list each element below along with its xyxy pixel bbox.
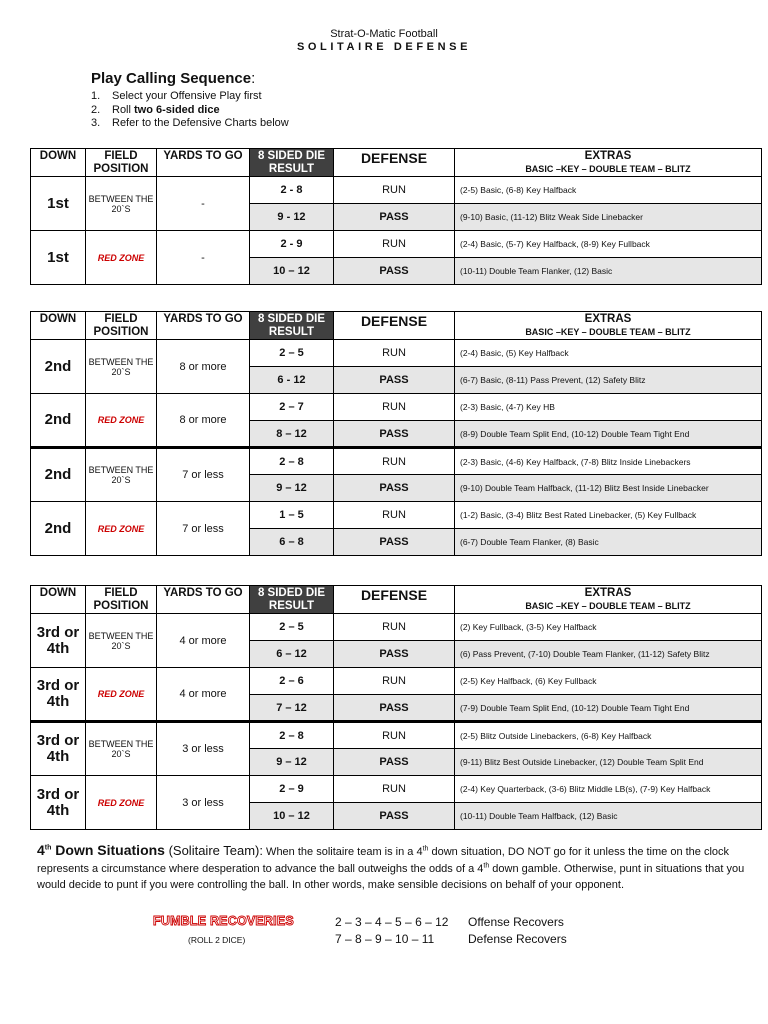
down-cell: 2nd <box>31 448 86 502</box>
defense-recover-numbers: 7 – 8 – 9 – 10 – 11 <box>335 932 435 946</box>
defense-cell: PASS <box>334 258 455 285</box>
die-result-cell: 2 – 8 <box>250 448 334 475</box>
fumble-roll-note: (ROLL 2 DICE) <box>188 935 246 945</box>
down-cell: 1st <box>31 231 86 285</box>
defense-cell: PASS <box>334 641 455 668</box>
defense-cell: PASS <box>334 367 455 394</box>
table-row <box>31 340 762 367</box>
die-result-cell: 10 – 12 <box>250 258 334 285</box>
yards-to-go-cell: 3 or less <box>157 776 250 830</box>
die-result-cell: 9 – 12 <box>250 749 334 776</box>
defense-cell: PASS <box>334 475 455 502</box>
fumble-recoveries-title: FUMBLE RECOVERIES <box>153 914 294 928</box>
header-yards-to-go: YARDS TO GO <box>157 149 250 177</box>
header-extras: EXTRAS BASIC –KEY – DOUBLE TEAM – BLITZ <box>455 586 762 614</box>
defense-cell: RUN <box>334 394 455 421</box>
down-cell: 3rd or 4th <box>31 614 86 668</box>
extras-cell: (9-10) Basic, (11-12) Blitz Weak Side Linebacker <box>455 204 762 231</box>
red-zone-label: RED ZONE <box>86 776 157 830</box>
second-down-table <box>30 311 762 556</box>
sequence-title: Play Calling Sequence: <box>91 70 256 87</box>
header-die-result: 8 SIDED DIE RESULT <box>250 149 334 177</box>
extras-cell: (2-3) Basic, (4-6) Key Halfback, (7-8) Blitz Inside Linebackers <box>455 448 762 475</box>
down-cell: 3rd or 4th <box>31 668 86 722</box>
die-result-cell: 6 – 12 <box>250 641 334 668</box>
defense-cell: PASS <box>334 749 455 776</box>
table-row <box>31 177 762 204</box>
defense-cell: RUN <box>334 231 455 258</box>
fourth-down-heading: 4th Down Situations <box>37 842 165 858</box>
table-row <box>31 614 762 641</box>
extras-cell: (2) Key Fullback, (3-5) Key Halfback <box>455 614 762 641</box>
die-result-cell: 2 – 7 <box>250 394 334 421</box>
field-position-cell: BETWEEN THE 20`S <box>86 722 157 776</box>
defense-cell: RUN <box>334 722 455 749</box>
header-extras: EXTRAS BASIC –KEY – DOUBLE TEAM – BLITZ <box>455 149 762 177</box>
extras-cell: (9-10) Double Team Halfback, (11-12) Blitz Best Inside Linebacker <box>455 475 762 502</box>
header-defense: DEFENSE <box>334 586 455 614</box>
defense-cell: PASS <box>334 529 455 556</box>
sequence-steps <box>91 90 289 131</box>
header-defense: DEFENSE <box>334 312 455 340</box>
defense-cell: PASS <box>334 803 455 830</box>
defense-cell: RUN <box>334 502 455 529</box>
header-down: DOWN <box>31 312 86 340</box>
offense-recover-numbers: 2 – 3 – 4 – 5 – 6 – 12 <box>335 915 449 929</box>
table-row <box>31 722 762 749</box>
down-cell: 2nd <box>31 502 86 556</box>
extras-cell: (2-4) Basic, (5) Key Halfback <box>455 340 762 367</box>
field-position-cell: BETWEEN THE 20`S <box>86 614 157 668</box>
defense-cell: RUN <box>334 668 455 695</box>
header-row <box>31 149 762 177</box>
die-result-cell: 9 – 12 <box>250 475 334 502</box>
sequence-step: 3. Refer to the Defensive Charts below <box>91 117 289 129</box>
defense-cell: RUN <box>334 340 455 367</box>
yards-to-go-cell: 7 or less <box>157 448 250 502</box>
header-field-position: FIELD POSITION <box>86 149 157 177</box>
header-row <box>31 586 762 614</box>
die-result-cell: 1 – 5 <box>250 502 334 529</box>
table-row <box>31 394 762 421</box>
die-result-cell: 2 – 5 <box>250 614 334 641</box>
header-down: DOWN <box>31 586 86 614</box>
die-result-cell: 10 – 12 <box>250 803 334 830</box>
red-zone-label: RED ZONE <box>86 502 157 556</box>
extras-cell: (8-9) Double Team Split End, (10-12) Double Team Tight End <box>455 421 762 448</box>
table-row <box>31 668 762 695</box>
sequence-step: 2. Roll two 6-sided dice <box>91 103 220 116</box>
die-result-cell: 6 - 12 <box>250 367 334 394</box>
extras-cell: (2-5) Key Halfback, (6) Key Fullback <box>455 668 762 695</box>
red-zone-label: RED ZONE <box>86 394 157 448</box>
offense-recovers-label: Offense Recovers <box>468 915 564 929</box>
extras-cell: (6) Pass Prevent, (7-10) Double Team Flanker, (11-12) Safety Blitz <box>455 641 762 668</box>
field-position-cell: BETWEEN THE 20`S <box>86 340 157 394</box>
extras-cell: (2-5) Blitz Outside Linebackers, (6-8) Key Halfback <box>455 722 762 749</box>
yards-to-go-cell: 8 or more <box>157 340 250 394</box>
down-cell: 3rd or 4th <box>31 776 86 830</box>
down-cell: 2nd <box>31 340 86 394</box>
yards-to-go-cell: 8 or more <box>157 394 250 448</box>
defense-cell: PASS <box>334 695 455 722</box>
extras-cell: (10-11) Double Team Halfback, (12) Basic <box>455 803 762 830</box>
down-cell: 1st <box>31 177 86 231</box>
extras-cell: (6-7) Basic, (8-11) Pass Prevent, (12) Safety Blitz <box>455 367 762 394</box>
table-row <box>31 231 762 258</box>
header-defense: DEFENSE <box>334 149 455 177</box>
red-zone-label: RED ZONE <box>86 231 157 285</box>
extras-cell: (9-11) Blitz Best Outside Linebacker, (12) Double Team Split End <box>455 749 762 776</box>
die-result-cell: 2 - 8 <box>250 177 334 204</box>
defense-cell: RUN <box>334 776 455 803</box>
red-zone-label: RED ZONE <box>86 668 157 722</box>
yards-to-go-cell: 3 or less <box>157 722 250 776</box>
defense-cell: PASS <box>334 204 455 231</box>
extras-cell: (7-9) Double Team Split End, (10-12) Double Team Tight End <box>455 695 762 722</box>
extras-cell: (6-7) Double Team Flanker, (8) Basic <box>455 529 762 556</box>
header-die-result: 8 SIDED DIE RESULT <box>250 586 334 614</box>
header-field-position: FIELD POSITION <box>86 586 157 614</box>
down-cell: 2nd <box>31 394 86 448</box>
field-position-cell: BETWEEN THE 20`S <box>86 448 157 502</box>
die-result-cell: 2 – 8 <box>250 722 334 749</box>
down-cell: 3rd or 4th <box>31 722 86 776</box>
die-result-cell: 8 – 12 <box>250 421 334 448</box>
field-position-cell: BETWEEN THE 20`S <box>86 177 157 231</box>
die-result-cell: 6 – 8 <box>250 529 334 556</box>
header-die-result: 8 SIDED DIE RESULT <box>250 312 334 340</box>
fourth-down-situations: 4th Down Situations (Solitaire Team): When the solitaire team is in a 4th down situation, DO NOT go for it unless the time on the clock represents a circumstance where desperation to advance the ball outweighs the odds of a 4th down gamble. Otherwise, punt in situations that you would decide to punt if you were controlling the ball. In other words, make sensible decisions on behalf of your opponent. <box>37 842 745 891</box>
defense-cell: RUN <box>334 177 455 204</box>
die-result-cell: 9 - 12 <box>250 204 334 231</box>
extras-cell: (10-11) Double Team Flanker, (12) Basic <box>455 258 762 285</box>
header-down: DOWN <box>31 149 86 177</box>
yards-to-go-cell: - <box>157 231 250 285</box>
defense-cell: RUN <box>334 448 455 475</box>
header-field-position: FIELD POSITION <box>86 312 157 340</box>
die-result-cell: 2 – 6 <box>250 668 334 695</box>
header-yards-to-go: YARDS TO GO <box>157 586 250 614</box>
yards-to-go-cell: 7 or less <box>157 502 250 556</box>
table-row <box>31 776 762 803</box>
table-row <box>31 448 762 475</box>
document-subtitle: SOLITAIRE DEFENSE <box>296 41 472 53</box>
defense-cell: RUN <box>334 614 455 641</box>
table-row <box>31 502 762 529</box>
header-row <box>31 312 762 340</box>
die-result-cell: 2 – 9 <box>250 776 334 803</box>
die-result-cell: 2 - 9 <box>250 231 334 258</box>
defense-recovers-label: Defense Recovers <box>468 932 567 946</box>
play-calling-sequence <box>91 70 289 131</box>
header-extras: EXTRAS BASIC –KEY – DOUBLE TEAM – BLITZ <box>455 312 762 340</box>
yards-to-go-cell: 4 or more <box>157 614 250 668</box>
header-yards-to-go: YARDS TO GO <box>157 312 250 340</box>
document-title: Strat-O-Matic Football <box>330 28 438 40</box>
die-result-cell: 2 – 5 <box>250 340 334 367</box>
yards-to-go-cell: - <box>157 177 250 231</box>
first-down-table <box>30 148 762 285</box>
third-fourth-down-table <box>30 585 762 830</box>
extras-cell: (1-2) Basic, (3-4) Blitz Best Rated Linebacker, (5) Key Fullback <box>455 502 762 529</box>
extras-cell: (2-5) Basic, (6-8) Key Halfback <box>455 177 762 204</box>
defense-cell: PASS <box>334 421 455 448</box>
extras-cell: (2-4) Key Quarterback, (3-6) Blitz Middle LB(s), (7-9) Key Halfback <box>455 776 762 803</box>
extras-cell: (2-4) Basic, (5-7) Key Halfback, (8-9) Key Fullback <box>455 231 762 258</box>
sequence-step: 1. Select your Offensive Play first <box>91 90 262 102</box>
yards-to-go-cell: 4 or more <box>157 668 250 722</box>
die-result-cell: 7 – 12 <box>250 695 334 722</box>
extras-cell: (2-3) Basic, (4-7) Key HB <box>455 394 762 421</box>
